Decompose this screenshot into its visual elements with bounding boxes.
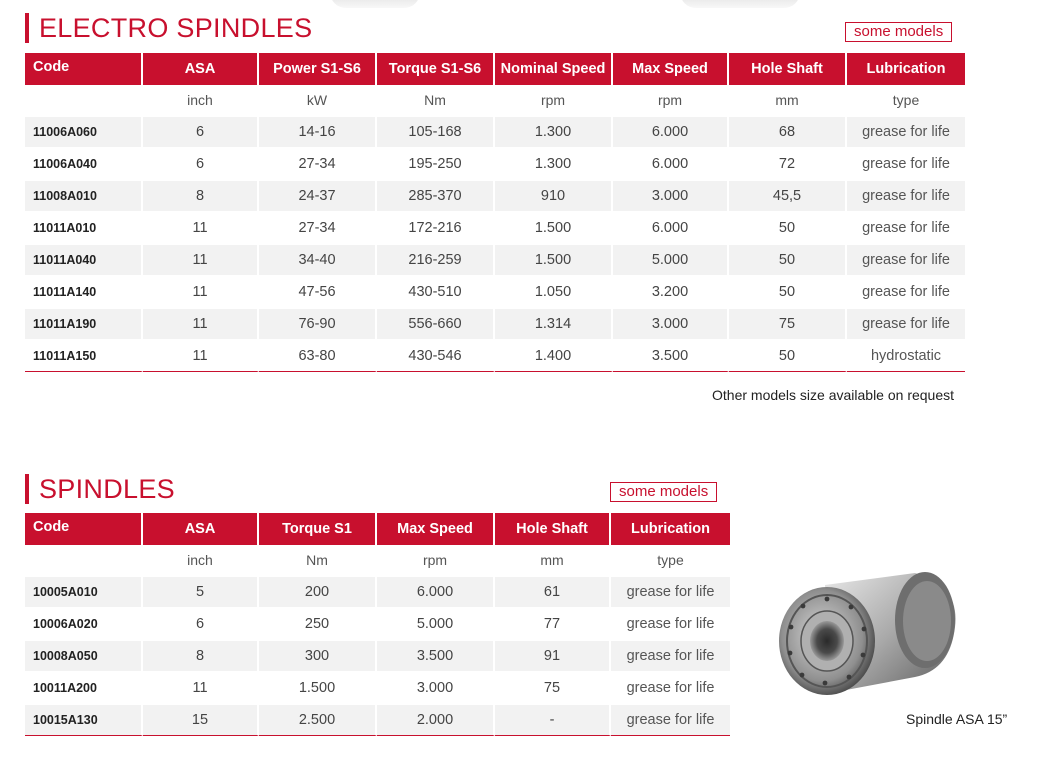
some-models-tag: some models (610, 482, 717, 502)
electro-spindles-heading (25, 13, 312, 43)
table-cell: grease for life (611, 609, 730, 641)
model-code-cell: 11008A010 (25, 181, 143, 213)
table-cell: 195-250 (377, 149, 495, 181)
table-cell: grease for life (611, 673, 730, 705)
table-cell: 27-34 (259, 149, 377, 181)
table-cell: grease for life (847, 245, 965, 277)
decorative-shape (330, 0, 420, 8)
table-row (25, 309, 965, 341)
unit-cell: rpm (613, 85, 729, 117)
heading-accent-bar (25, 13, 29, 43)
column-header: Max Speed (613, 53, 729, 85)
table-cell: 50 (729, 341, 847, 372)
column-header: Power S1-S6 (259, 53, 377, 85)
model-code-cell: 11011A190 (25, 309, 143, 341)
table-cell: 5.000 (377, 609, 495, 641)
column-header: ASA (143, 513, 259, 545)
table-cell: 300 (259, 641, 377, 673)
table-row (25, 245, 965, 277)
model-code-cell: 11011A010 (25, 213, 143, 245)
spindles-heading (25, 474, 175, 504)
table-row (25, 609, 730, 641)
some-models-tag: some models (845, 22, 952, 42)
column-header: Hole Shaft (495, 513, 611, 545)
unit-cell: rpm (495, 85, 613, 117)
table-cell: 72 (729, 149, 847, 181)
column-header: Max Speed (377, 513, 495, 545)
table-cell: 1.500 (495, 213, 613, 245)
table-cell: 11 (143, 341, 259, 372)
table-row (25, 277, 965, 309)
table-cell: 75 (729, 309, 847, 341)
table-cell: 1.300 (495, 117, 613, 149)
table-cell: 285-370 (377, 181, 495, 213)
table-cell: 430-546 (377, 341, 495, 372)
table-row (25, 213, 965, 245)
image-caption: Spindle ASA 15” (906, 711, 1008, 727)
table-cell: 45,5 (729, 181, 847, 213)
table-cell: 76-90 (259, 309, 377, 341)
table-cell: 50 (729, 245, 847, 277)
table-cell: 47-56 (259, 277, 377, 309)
table-cell: 6 (143, 149, 259, 181)
unit-cell: Nm (259, 545, 377, 577)
units-row (25, 85, 965, 117)
table-cell: 34-40 (259, 245, 377, 277)
table-cell: grease for life (611, 577, 730, 609)
model-code-cell: 10015A130 (25, 705, 143, 736)
electro-spindles-table (25, 53, 965, 372)
model-code-cell: 11006A040 (25, 149, 143, 181)
table-cell: 5 (143, 577, 259, 609)
unit-cell: rpm (377, 545, 495, 577)
table-cell: 3.000 (613, 309, 729, 341)
model-code-cell: 11006A060 (25, 117, 143, 149)
model-code-cell: 10011A200 (25, 673, 143, 705)
table-cell: 50 (729, 277, 847, 309)
model-code-cell: 11011A140 (25, 277, 143, 309)
column-header: Lubrication (611, 513, 730, 545)
section-title: SPINDLES (39, 474, 175, 504)
table-row (25, 577, 730, 609)
table-cell: 27-34 (259, 213, 377, 245)
table-cell: 11 (143, 309, 259, 341)
table-cell: 75 (495, 673, 611, 705)
table-cell: 6.000 (613, 213, 729, 245)
model-code-cell: 11011A150 (25, 341, 143, 372)
table-cell: 1.500 (495, 245, 613, 277)
table-cell: 8 (143, 641, 259, 673)
unit-cell: kW (259, 85, 377, 117)
table-cell: 200 (259, 577, 377, 609)
table-cell: 172-216 (377, 213, 495, 245)
unit-cell: mm (729, 85, 847, 117)
table-cell: grease for life (847, 117, 965, 149)
unit-cell: type (847, 85, 965, 117)
table-cell: 8 (143, 181, 259, 213)
table-cell: 91 (495, 641, 611, 673)
table-cell: 11 (143, 673, 259, 705)
table-cell: 1.314 (495, 309, 613, 341)
table-cell: 250 (259, 609, 377, 641)
table-cell: 5.000 (613, 245, 729, 277)
table-row (25, 149, 965, 181)
table-row (25, 181, 965, 213)
table-cell: grease for life (847, 181, 965, 213)
table-cell: grease for life (847, 309, 965, 341)
table-cell: grease for life (611, 641, 730, 673)
table-cell: 6 (143, 609, 259, 641)
column-header: Torque S1 (259, 513, 377, 545)
table-cell: 11 (143, 277, 259, 309)
table-cell: 1.300 (495, 149, 613, 181)
table-cell: 6.000 (613, 149, 729, 181)
table-cell: 3.200 (613, 277, 729, 309)
column-header: Torque S1-S6 (377, 53, 495, 85)
spindles-table (25, 513, 730, 736)
table-cell: 3.000 (377, 673, 495, 705)
table-cell: 3.500 (613, 341, 729, 372)
table-cell: 6 (143, 117, 259, 149)
column-header: Code (25, 53, 143, 85)
table-cell: 6.000 (377, 577, 495, 609)
unit-cell: inch (143, 85, 259, 117)
table-cell: grease for life (847, 277, 965, 309)
model-code-cell: 10005A010 (25, 577, 143, 609)
column-header: Hole Shaft (729, 53, 847, 85)
unit-cell (25, 545, 143, 577)
table-cell: 14-16 (259, 117, 377, 149)
table-cell: grease for life (611, 705, 730, 736)
table-cell: 1.050 (495, 277, 613, 309)
table-cell: 910 (495, 181, 613, 213)
heading-accent-bar (25, 474, 29, 504)
table-cell: 6.000 (613, 117, 729, 149)
table-cell: 430-510 (377, 277, 495, 309)
table-cell: grease for life (847, 213, 965, 245)
table-row (25, 117, 965, 149)
table-cell: 216-259 (377, 245, 495, 277)
table-row (25, 705, 730, 736)
availability-note: Other models size available on request (712, 387, 955, 403)
table-cell: 556-660 (377, 309, 495, 341)
column-header: Nominal Speed (495, 53, 613, 85)
unit-cell (25, 85, 143, 117)
spindle-product-image (765, 565, 965, 705)
model-code-cell: 10008A050 (25, 641, 143, 673)
model-code-cell: 10006A020 (25, 609, 143, 641)
table-cell: 2.000 (377, 705, 495, 736)
section-title: ELECTRO SPINDLES (39, 13, 313, 43)
table-cell: 3.000 (613, 181, 729, 213)
table-cell: 63-80 (259, 341, 377, 372)
units-row (25, 545, 730, 577)
table-cell: 11 (143, 213, 259, 245)
table-cell: 15 (143, 705, 259, 736)
table-cell: - (495, 705, 611, 736)
column-header: ASA (143, 53, 259, 85)
model-code-cell: 11011A040 (25, 245, 143, 277)
table-cell: 105-168 (377, 117, 495, 149)
decorative-shape (680, 0, 800, 8)
table-cell: 3.500 (377, 641, 495, 673)
table-cell: 1.400 (495, 341, 613, 372)
table-cell: 50 (729, 213, 847, 245)
table-row (25, 641, 730, 673)
table-cell: 24-37 (259, 181, 377, 213)
table-cell: hydrostatic (847, 341, 965, 372)
table-cell: 77 (495, 609, 611, 641)
table-row (25, 341, 965, 372)
table-cell: 11 (143, 245, 259, 277)
table-cell: 1.500 (259, 673, 377, 705)
unit-cell: type (611, 545, 730, 577)
table-row (25, 673, 730, 705)
unit-cell: inch (143, 545, 259, 577)
table-cell: 68 (729, 117, 847, 149)
unit-cell: mm (495, 545, 611, 577)
column-header: Lubrication (847, 53, 965, 85)
table-cell: grease for life (847, 149, 965, 181)
table-cell: 2.500 (259, 705, 377, 736)
column-header: Code (25, 513, 143, 545)
table-cell: 61 (495, 577, 611, 609)
unit-cell: Nm (377, 85, 495, 117)
